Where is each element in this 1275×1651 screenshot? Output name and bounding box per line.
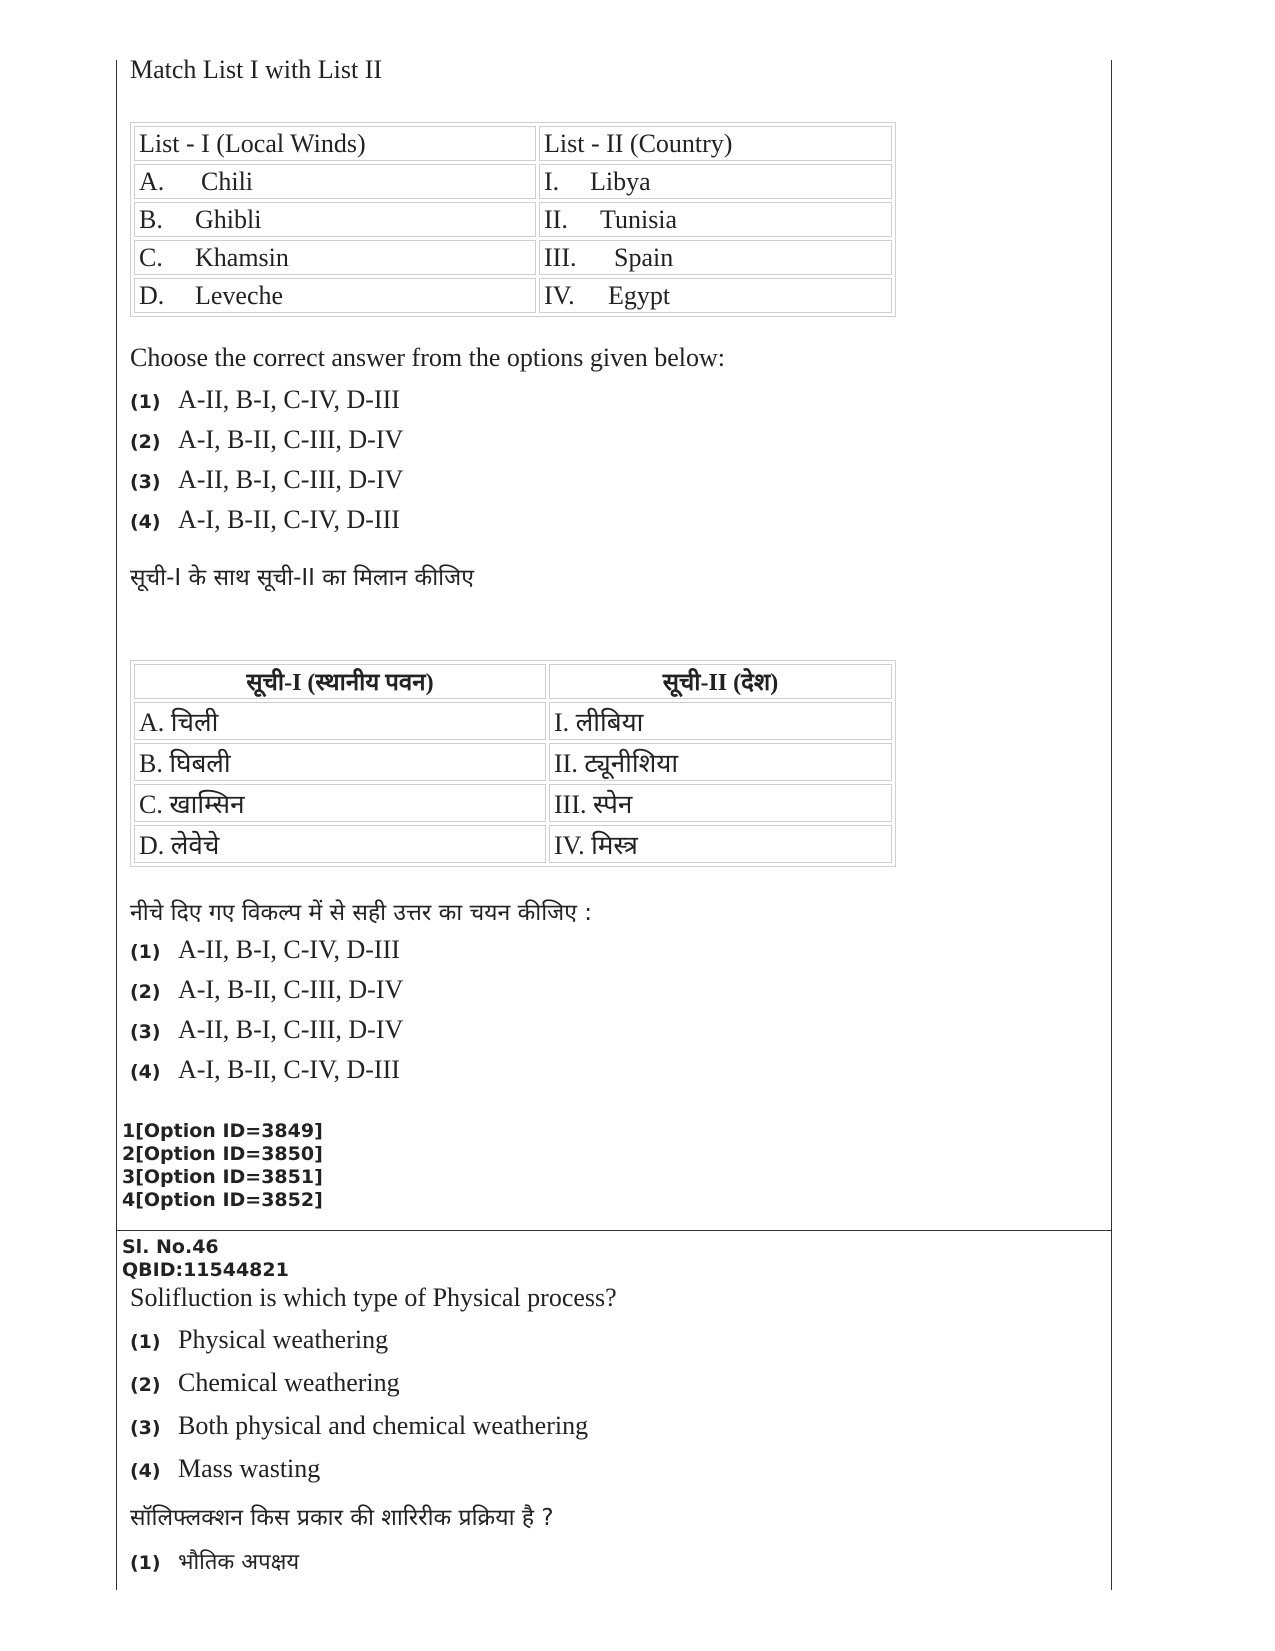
serial-number: Sl. No.46 xyxy=(122,1236,219,1258)
table-row xyxy=(134,202,892,237)
option-number: (2) xyxy=(130,431,161,453)
option-item[interactable] xyxy=(130,1411,588,1445)
table-cell-right: I. लीबिया xyxy=(549,702,892,740)
table-cell-left xyxy=(134,278,536,313)
table-cell-right: IV. मिस्त्र xyxy=(549,825,892,863)
option-text: A-I, B-II, C-IV, D-III xyxy=(178,1055,400,1084)
option-number: (4) xyxy=(130,1061,161,1083)
option-id: 2[Option ID=3850] xyxy=(122,1143,323,1165)
table-cell-left: D. लेवेचे xyxy=(134,825,546,863)
option-number: (3) xyxy=(130,1021,161,1043)
table-cell-left: C. खाम्सिन xyxy=(134,784,546,822)
option-id-list xyxy=(122,1120,323,1212)
option-item[interactable] xyxy=(130,385,400,419)
table-cell-left: A. चिली xyxy=(134,702,546,740)
option-text: Mass wasting xyxy=(178,1454,321,1483)
row-label: III. xyxy=(544,242,577,272)
option-text: A-II, B-I, C-III, D-IV xyxy=(178,1015,404,1044)
table-cell-right: III. स्पेन xyxy=(549,784,892,822)
question-text-hi: सूची-I के साथ सूची-II का मिलान कीजिए xyxy=(130,565,474,591)
option-text: A-II, B-I, C-III, D-IV xyxy=(178,465,404,494)
question-text-en: Match List I with List II xyxy=(130,55,383,84)
option-text: A-II, B-I, C-IV, D-III xyxy=(178,385,400,414)
table-row xyxy=(134,702,892,740)
row-text: Khamsin xyxy=(195,242,289,272)
table-row xyxy=(134,825,892,863)
table-cell-left: B. घिबली xyxy=(134,743,546,781)
option-id: 1[Option ID=3849] xyxy=(122,1120,323,1142)
row-text: Chili xyxy=(201,166,254,196)
option-number: (1) xyxy=(130,391,161,413)
option-item[interactable] xyxy=(130,425,403,459)
option-item[interactable] xyxy=(130,1015,403,1049)
option-number: (3) xyxy=(130,471,161,493)
option-item[interactable] xyxy=(130,505,400,539)
question-separator xyxy=(116,1230,1112,1231)
option-id: 4[Option ID=3852] xyxy=(122,1189,323,1211)
table-cell-right xyxy=(539,202,892,237)
table-row xyxy=(134,743,892,781)
row-text: Spain xyxy=(614,242,674,272)
option-text: A-II, B-I, C-IV, D-III xyxy=(178,935,400,964)
option-number: (1) xyxy=(130,941,161,963)
option-number: (4) xyxy=(130,511,161,533)
option-item[interactable] xyxy=(130,1325,388,1359)
match-table-en xyxy=(130,122,896,317)
option-item[interactable] xyxy=(130,1055,400,1089)
table-cell-left xyxy=(134,240,536,275)
table-row xyxy=(134,784,892,822)
option-item[interactable] xyxy=(130,1368,400,1402)
table-cell-right xyxy=(539,278,892,313)
row-label: I. xyxy=(544,166,560,196)
table-cell-left xyxy=(134,202,536,237)
qbid: QBID:11544821 xyxy=(122,1259,289,1281)
row-label: II. xyxy=(544,204,568,234)
option-text: A-I, B-II, C-III, D-IV xyxy=(178,975,404,1004)
option-number: (1) xyxy=(130,1331,161,1353)
row-text: Ghibli xyxy=(195,204,262,234)
row-text: Libya xyxy=(590,166,651,196)
row-text: Tunisia xyxy=(600,204,678,234)
row-label: B. xyxy=(139,204,163,234)
option-id: 3[Option ID=3851] xyxy=(122,1166,323,1188)
table-row xyxy=(134,278,892,313)
table-row xyxy=(134,126,892,161)
row-label: A. xyxy=(139,166,165,196)
choose-text-en: Choose the correct answer from the options given below: xyxy=(130,343,725,372)
option-item[interactable] xyxy=(130,935,400,969)
question-text-en: Solifluction is which type of Physical process? xyxy=(130,1283,617,1312)
row-text: Egypt xyxy=(608,280,671,310)
row-label: D. xyxy=(139,280,165,310)
table-cell-right: II. ट्यूनीशिया xyxy=(549,743,892,781)
table-header-left: List - I (Local Winds) xyxy=(134,126,536,161)
table-header-right: List - II (Country) xyxy=(539,126,892,161)
option-text: A-I, B-II, C-IV, D-III xyxy=(178,505,400,534)
option-number: (4) xyxy=(130,1460,161,1482)
option-item[interactable] xyxy=(130,465,403,499)
row-text: Leveche xyxy=(195,280,284,310)
option-item[interactable] xyxy=(130,1454,320,1488)
table-row xyxy=(134,664,892,699)
question-text-hi: सॉलिफ्लक्शन किस प्रकार की शारिरीक प्रक्रिया है ? xyxy=(130,1505,554,1531)
option-text: भौतिक अपक्षय xyxy=(178,1550,300,1575)
question-meta xyxy=(122,1236,289,1282)
option-text: Chemical weathering xyxy=(178,1368,400,1397)
table-header-right: सूची-II (देश) xyxy=(549,664,892,699)
table-cell-right xyxy=(539,240,892,275)
option-text: A-I, B-II, C-III, D-IV xyxy=(178,425,404,454)
option-number: (2) xyxy=(130,981,161,1003)
table-cell-right xyxy=(539,164,892,199)
match-table-hi xyxy=(130,660,896,867)
table-cell-left xyxy=(134,164,536,199)
option-item[interactable] xyxy=(130,1546,299,1580)
table-row xyxy=(134,164,892,199)
option-text: Both physical and chemical weathering xyxy=(178,1411,589,1440)
option-number: (3) xyxy=(130,1417,161,1439)
table-header-left: सूची-I (स्थानीय पवन) xyxy=(134,664,546,699)
table-row xyxy=(134,240,892,275)
option-text: Physical weathering xyxy=(178,1325,389,1354)
row-label: C. xyxy=(139,242,163,272)
option-number: (2) xyxy=(130,1374,161,1396)
option-item[interactable] xyxy=(130,975,403,1009)
row-label: IV. xyxy=(544,280,575,310)
choose-text-hi: नीचे दिए गए विकल्प में से सही उत्तर का चयन कीजिए : xyxy=(130,900,593,926)
option-number: (1) xyxy=(130,1552,161,1574)
